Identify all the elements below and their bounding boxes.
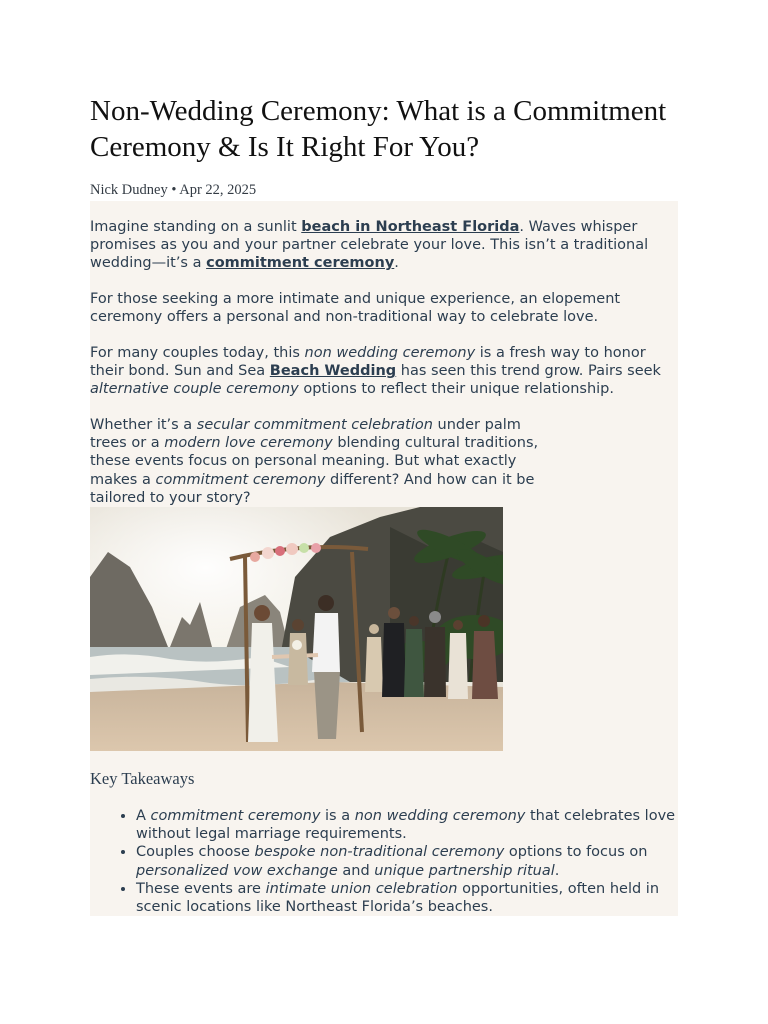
article-title: Non-Wedding Ceremony: What is a Commitment Ceremony & Is It Right For You? [90,95,667,163]
key-takeaways-heading: Key Takeaways [90,769,195,788]
secular-paragraph: Whether it’s a secular commitment celebration under palm trees or a modern love ceremony blending cultural traditions, these events focus on personal meaning. But what exactly makes a commitment ceremony different? And how can it be tailored to your story? [90,417,539,506]
intro-paragraph: Imagine standing on a sunlit beach in Northeast Florida. Waves whisper promises as you and your partner celebrate your love. This isn’t a traditional wedding—it’s a commitment ceremony. [90,219,649,272]
list-item: • A commitment ceremony is a non wedding ceremony that celebrates love without legal marriage requirements. [136,807,678,843]
elopement-paragraph: For those seeking a more intimate and unique experience, an elopement ceremony offers a personal and non-traditional way to celebrate love. [90,291,621,326]
trend-paragraph: For many couples today, this non wedding ceremony is a fresh way to honor their bond. Sun and Sea Beach Wedding has seen this trend grow. Pairs seek alternative couple ceremony options to reflect their unique relationship. [90,345,661,398]
list-item: • Couples choose bespoke non-traditional ceremony options to focus on personalized vow exchange and unique partnership ritual. [136,843,678,879]
beach-wedding-link[interactable]: Beach Wedding [269,363,397,380]
list-item: • These events are intimate union celebration opportunities, often held in scenic locations like Northeast Florida’s beaches. [136,880,678,916]
article-byline: Nick Dudney • Apr 22, 2025 [90,182,257,198]
beach-ceremony-photo [90,507,503,751]
commitment-ceremony-link[interactable]: commitment ceremony [206,255,395,272]
article-body [90,201,678,916]
northeast-florida-beach-link[interactable]: beach in Northeast Florida [301,219,520,235]
key-takeaways-list [90,807,678,916]
